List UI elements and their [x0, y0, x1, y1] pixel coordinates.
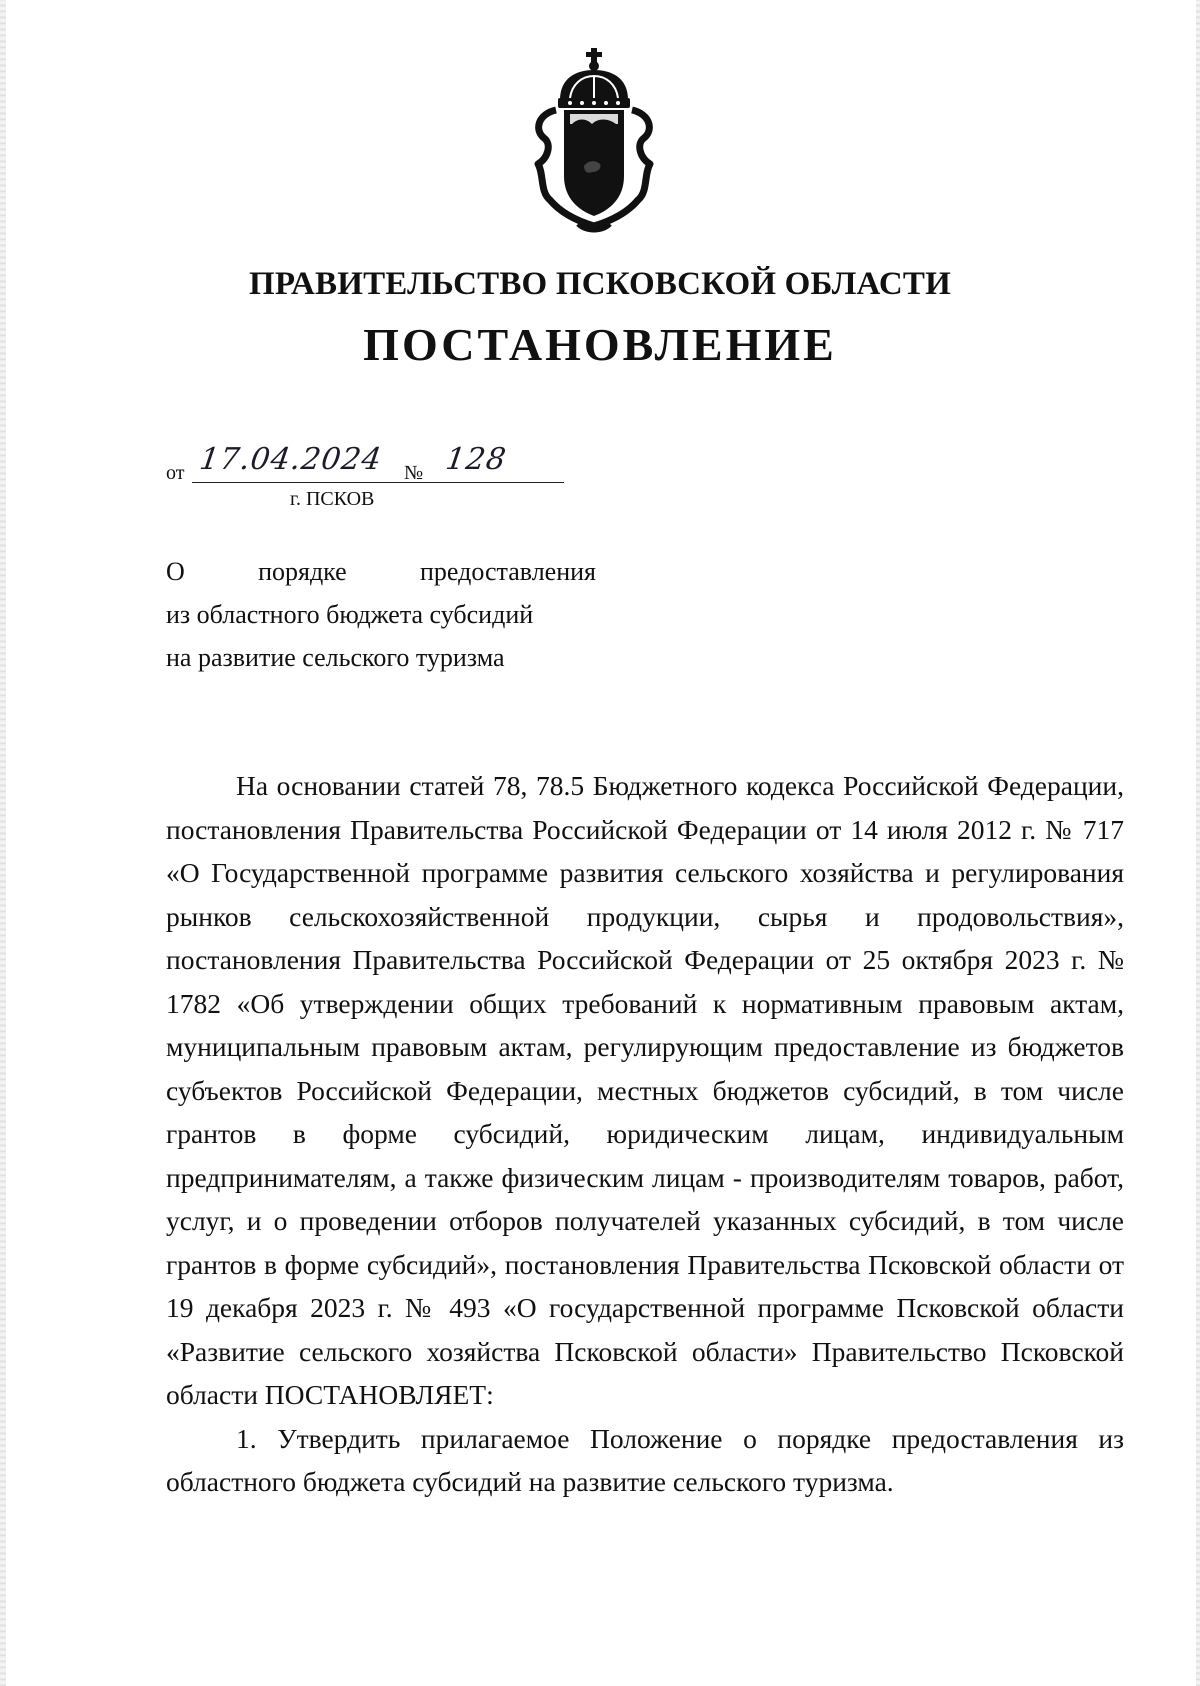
scan-edge-left [0, 0, 6, 1686]
subject-word: порядке [258, 557, 347, 586]
document-type: ПОСТАНОВЛЕНИЕ [363, 319, 837, 370]
document-subject [166, 550, 596, 679]
body-paragraph-2: 1. Утвердить прилагаемое Положение о порядке предоставления из областного бюджета субсидий на развитие сельского туризма. [166, 1422, 1124, 1497]
subject-line-1 [166, 550, 596, 593]
document-body [166, 764, 1124, 1504]
handwritten-date: 17.04.2024 [197, 442, 385, 477]
city: г. ПСКОВ [290, 488, 375, 510]
number-prefix: № [404, 462, 424, 484]
coat-of-arms-icon [530, 48, 658, 234]
scan-edge-right [1196, 0, 1200, 1686]
subject-word: предоставления [420, 557, 596, 586]
body-paragraph-1: На основании статей 78, 78.5 Бюджетного кодекса Российской Федерации, постановления Правительства Российской Федерации от 14 июля 2012 г. № 717 «О Государственной программе развития сельского хозяйства и регулирования рынков сельскохозяйственной продукции, сырья и продовольствия», постановления Правительства Российской Федерации от 25 октября 2023 г. № 1782 «Об утверждении общих требований к нормативным правовым актам, муниципальным правовым актам, регулирующим предоставление из бюджетов субъектов Российской Федерации, местных бюджетов субсидий, в том числе грантов в форме субсидий, юридическим лицам, индивидуальным предпринимателям, а также физическим лицам - производителям товаров, работ, услуг, и о проведении отборов получателей указанных субсидий, в том числе грантов в форме субсидий», постановления Правительства Псковской области от 19 декабря 2023 г. № 493 «О государственной программе Псковской области «Развитие сельского хозяйства Псковской области» Правительство Псковской области ПОСТАНОВЛЯЕТ: [166, 770, 1124, 1410]
subject-line-2: из областного бюджета субсидий [166, 600, 534, 629]
date-prefix: от [166, 462, 185, 484]
subject-word: О [166, 557, 185, 586]
subject-line-3: на развитие сельского туризма [166, 643, 505, 672]
organization-name: ПРАВИТЕЛЬСТВО ПСКОВСКОЙ ОБЛАСТИ [248, 266, 952, 302]
handwritten-number: 128 [443, 442, 509, 477]
number-field [434, 442, 534, 483]
date-number-line [166, 442, 536, 510]
